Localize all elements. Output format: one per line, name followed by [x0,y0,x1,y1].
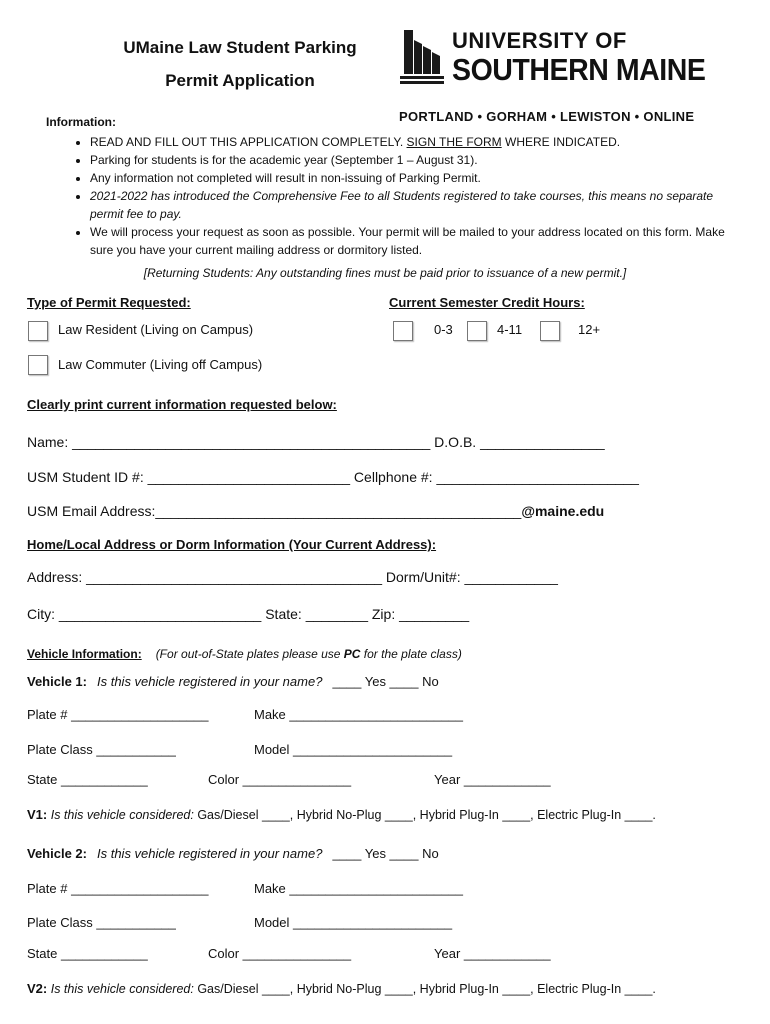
vehicle1-model-field[interactable]: Model ______________________ [254,742,453,757]
info-bullet-2: • Parking for students is for the academic year (September 1 – August 31). [90,151,730,169]
vehicle1-registration-row[interactable]: Vehicle 1: Is this vehicle registered in your name? ____ Yes ____ No [27,674,439,689]
vehicle2-state-field[interactable]: State ____________ [27,946,148,961]
info-bullet-4: • 2021-2022 has introduced the Comprehensive Fee to all Students registered to take courses, this means no separate permit fee to pay. [90,187,730,223]
returning-students-note: [Returning Students: Any outstanding fines must be paid prior to issuance of a new permit.] [143,266,627,280]
vehicle2-make-field[interactable]: Make ________________________ [254,881,463,896]
credit-4-11-label: 4-11 [497,322,523,337]
address-heading: Home/Local Address or Dorm Information (Your Current Address): [27,537,437,552]
credit-0-3-checkbox[interactable] [393,321,413,341]
law-commuter-checkbox[interactable] [28,355,48,375]
credit-hours-heading: Current Semester Credit Hours: [389,295,585,310]
vehicle1-color-field[interactable]: Color _______________ [208,772,352,787]
form-title-line1: UMaine Law Student Parking [123,38,357,57]
vehicle1-state-field[interactable]: State ____________ [27,772,148,787]
vehicle2-registration-row[interactable]: Vehicle 2: Is this vehicle registered in your name? ____ Yes ____ No [27,846,439,861]
name-dob-field[interactable]: Name: ______________________________________________ D.O.B. ________________ [27,434,605,450]
law-commuter-label: Law Commuter (Living off Campus) [58,357,263,372]
vehicle2-plate-field[interactable]: Plate # ___________________ [27,881,209,896]
student-id-cellphone-field[interactable]: USM Student ID #: __________________________ Cellphone #: __________________________ [27,469,639,485]
vehicle-info-heading: Vehicle Information: (For out-of-State plates please use PC for the plate class) [27,647,462,661]
credit-12-plus-checkbox[interactable] [540,321,560,341]
vehicle1-plate-class-field[interactable]: Plate Class ___________ [27,742,176,757]
personal-info-heading: Clearly print current information requested below: [27,397,337,412]
credit-4-11-checkbox[interactable] [467,321,487,341]
information-list [66,133,730,259]
info-bullet-5: • We will process your request as soon as possible. Your permit will be mailed to your address located on this form. Make sure you have your current mailing address or dormitory listed. [90,223,730,259]
vehicle1-year-field[interactable]: Year ____________ [434,772,551,787]
permit-type-heading: Type of Permit Requested: [27,295,191,310]
university-name-line1: UNIVERSITY OF [452,28,627,53]
form-title-line2: Permit Application [165,71,315,90]
vehicle1-make-field[interactable]: Make ________________________ [254,707,463,722]
usm-logo-icon [398,28,446,86]
vehicle1-fuel-type-row[interactable]: V1: Is this vehicle considered: Gas/Diesel ____, Hybrid No-Plug ____, Hybrid Plug-In ____, Electric Plug-In ____. [27,807,656,822]
email-field[interactable]: USM Email Address:_______________________________________________@maine.edu [27,503,605,519]
vehicle1-plate-field[interactable]: Plate # ___________________ [27,707,209,722]
info-bullet-1: • READ AND FILL OUT THIS APPLICATION COMPLETELY. SIGN THE FORM WHERE INDICATED. [90,133,730,151]
address-dorm-field[interactable]: Address: ______________________________________ Dorm/Unit#: ____________ [27,569,558,585]
vehicle2-plate-class-field[interactable]: Plate Class ___________ [27,915,176,930]
info-bullet-3: • Any information not completed will result in non-issuing of Parking Permit. [90,169,730,187]
credit-0-3-label: 0-3 [434,322,453,337]
credit-12-plus-label: 12+ [578,322,601,337]
law-resident-label: Law Resident (Living on Campus) [58,322,254,337]
vehicle2-year-field[interactable]: Year ____________ [434,946,551,961]
vehicle2-color-field[interactable]: Color _______________ [208,946,352,961]
university-name-line2: SOUTHERN MAINE [452,52,706,87]
information-heading: Information: [46,115,116,129]
city-state-zip-field[interactable]: City: __________________________ State: ________ Zip: _________ [27,606,470,622]
vehicle2-model-field[interactable]: Model ______________________ [254,915,453,930]
campus-locations: PORTLAND • GORHAM • LEWISTON • ONLINE [399,109,695,124]
law-resident-checkbox[interactable] [28,321,48,341]
vehicle2-fuel-type-row[interactable]: V2: Is this vehicle considered: Gas/Diesel ____, Hybrid No-Plug ____, Hybrid Plug-In ____, Electric Plug-In ____. [27,981,656,996]
